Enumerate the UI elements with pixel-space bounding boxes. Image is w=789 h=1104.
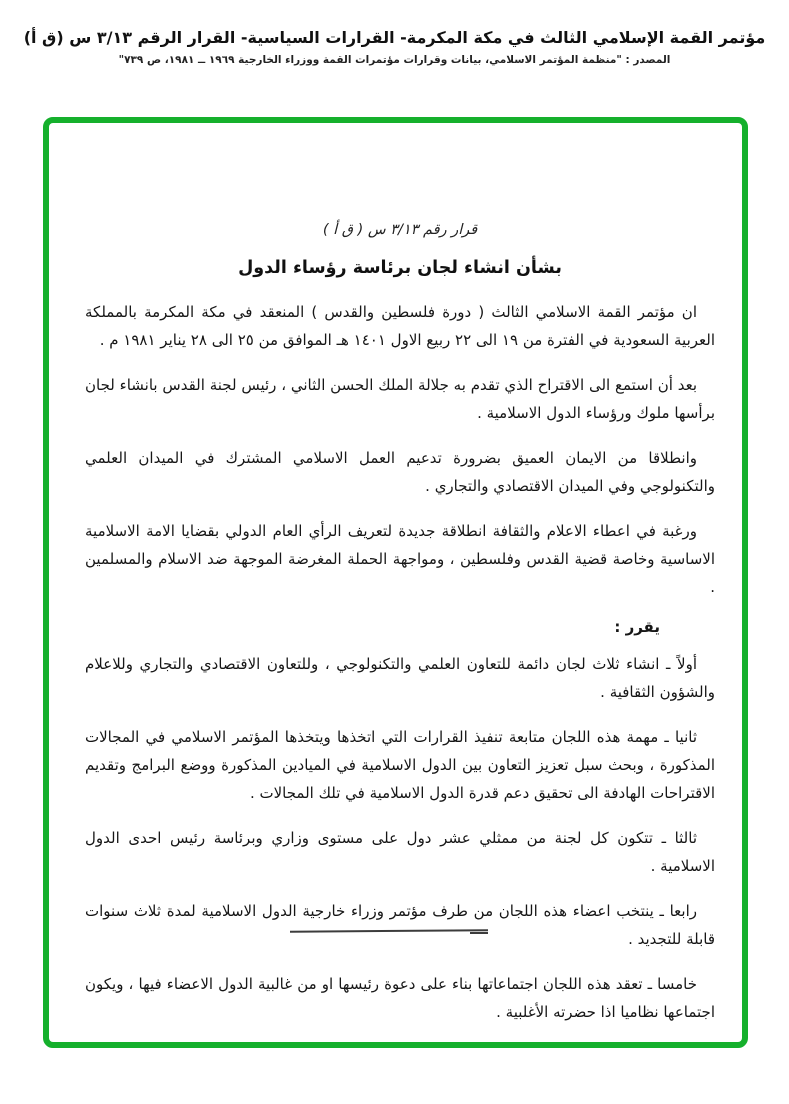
preamble-paragraph: وانطلاقا من الايمان العميق بضرورة تدعيم العمل الاسلامي المشترك في الميدان العلمي والتكنولوجي وفي الميدان الاقتصادي والتجاري . (85, 449, 715, 495)
page-header (0, 28, 789, 66)
preamble-paragraph: بعد أن استمع الى الاقتراح الذي تقدم به جلالة الملك الحسن الثاني ، رئيس لجنة القدس بانشاء لجان برأسها ملوك ورؤساء الدول الاسلامية . (85, 376, 715, 422)
decides-label: يقرر : (614, 618, 660, 636)
scanned-document-body (49, 123, 742, 1043)
resolution-subject-title: بشأن انشاء لجان برئاسة رؤساء الدول (238, 258, 562, 278)
preamble-paragraph: ان مؤتمر القمة الاسلامي الثالث ( دورة فلسطين والقدس ) المنعقد في مكة المكرمة بالمملكة العربية السعودية في الفترة من ١٩ الى ٢٢ ربيع الاول ١٤٠١ هـ الموافق من ٢٥ الى ٢٨ يناير ١٩٨١ م . (85, 303, 715, 349)
resolution-number-line: قرار رقم ٣/١٣ س ( ق أ ) (322, 222, 478, 238)
decision-item-fifth: خامسا ـ تعقد هذه اللجان اجتماعاتها بناء على دعوة رئيسها او من غالبية الدول الاعضاء فيها ، ويكون اجتماعها نظاميا اذا حضرته الأغلبية . (85, 975, 715, 1021)
document-source-citation: المصدر : "منظمة المؤتمر الاسلامي، بيانات وقرارات مؤتمرات القمة ووزراء الخارجية ١٩٦٩ ــ ١٩٨١، ص ٧٣٩" (118, 54, 671, 66)
signature-divider-tick (470, 932, 488, 934)
decision-item-first: أولاً ـ انشاء ثلاث لجان دائمة للتعاون العلمي والتكنولوجي ، وللتعاون الاقتصادي والتجاري وللاعلام والشؤون الثقافية . (85, 655, 715, 701)
decision-item-third: ثالثا ـ تتكون كل لجنة من ممثلي عشر دول على مستوى وزاري وبرئاسة رئيس احدى الدول الاسلامية . (85, 829, 715, 875)
decision-item-fourth: رابعا ـ ينتخب اعضاء هذه اللجان من طرف مؤتمر وزراء خارجية الدول الاسلامية لمدة ثلاث سنوات قابلة للتجديد . (85, 902, 715, 948)
decision-item-second: ثانيا ـ مهمة هذه اللجان متابعة تنفيذ القرارات التي اتخذها ويتخذها المؤتمر الاسلامي في المجالات المذكورة ، وبحث سبل تعزيز التعاون بين الدول الاسلامية في الميادين المذكورة ووضع البرامج وتقديم الاقتراحات الهادفة الى تحقيق دعم قدرة الدول الاسلامية في تلك المجالات . (85, 728, 715, 802)
preamble-paragraph: ورغبة في اعطاء الاعلام والثقافة انطلاقة جديدة لتعريف الرأي العام الدولي بقضايا الامة الاسلامية الاساسية وخاصة قضية القدس وفلسطين ، ومواجهة الحملة المغرضة الموجهة ضد الاسلام والمسلمين . (85, 522, 715, 596)
document-reference-title: مؤتمر القمة الإسلامي الثالث في مكة المكرمة- القرارات السياسية- القرار الرقم ٣/١٣ س (ق أ) (23, 28, 766, 47)
green-highlight-frame (43, 117, 748, 1048)
